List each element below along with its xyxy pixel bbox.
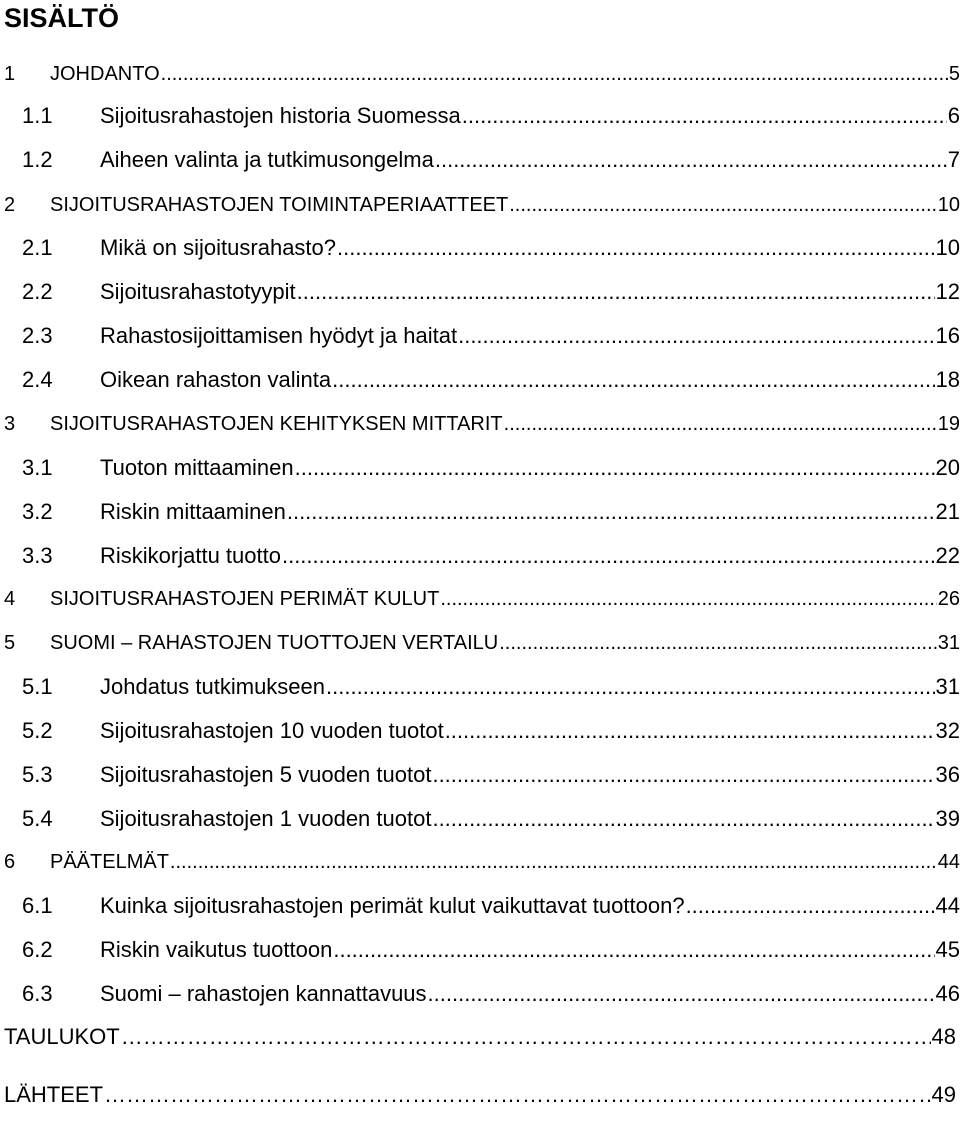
- toc-entry-number: 3.3: [22, 543, 53, 568]
- toc-entry-label: SUOMI – RAHASTOJEN TUOTTOJEN VERTAILU: [50, 632, 499, 654]
- toc-entry-page-number: 49: [931, 1082, 956, 1107]
- toc-title: SISÄLTÖ: [4, 3, 120, 33]
- toc-entry-label: Suomi – rahastojen kannattavuus: [100, 981, 427, 1006]
- toc-entry-number: 5.3: [22, 762, 53, 787]
- toc-entry-label: Johdatus tutkimukseen: [100, 674, 326, 699]
- toc-entry-number: 5.1: [22, 674, 53, 699]
- toc-entry[interactable]: [0, 497, 960, 527]
- toc-entry-page-number: 48: [931, 1024, 956, 1049]
- toc-dot-leader: [428, 979, 935, 1009]
- toc-entry-label: PÄÄTELMÄT: [50, 851, 169, 873]
- toc-dot-leader: [104, 1080, 930, 1110]
- toc-entry-number: 3.1: [22, 455, 53, 480]
- toc-entry[interactable]: [4, 1080, 956, 1110]
- toc-entry-page-number: 10: [937, 194, 960, 216]
- toc-dot-leader: [435, 145, 947, 175]
- toc-entry-page-number: 5: [948, 63, 960, 85]
- toc-entry-page-number: 16: [935, 323, 960, 348]
- toc-dot-leader: [287, 497, 935, 527]
- toc-entry-page-number: 7: [947, 147, 960, 172]
- toc-entry[interactable]: [0, 891, 960, 921]
- toc-entry[interactable]: [0, 190, 960, 220]
- toc-dot-leader: [462, 101, 947, 131]
- toc-dot-leader: [432, 804, 934, 834]
- toc-dot-leader: [297, 277, 935, 307]
- toc-entry-page-number: 39: [935, 806, 960, 831]
- toc-entry[interactable]: [0, 760, 960, 790]
- toc-entry[interactable]: [0, 233, 960, 263]
- toc-dot-leader: [445, 716, 935, 746]
- toc-entry-page-number: 6: [947, 103, 960, 128]
- toc-dot-leader: [282, 541, 935, 571]
- toc-entry[interactable]: [0, 804, 960, 834]
- toc-entry-number: 6.2: [22, 937, 53, 962]
- toc-entry[interactable]: [4, 1022, 956, 1052]
- toc-entry-page-number: 26: [937, 588, 960, 610]
- toc-entry-page-number: 31: [935, 674, 960, 699]
- toc-entry-label: Sijoitusrahastotyypit: [100, 279, 296, 304]
- toc-entry-page-number: 44: [937, 851, 960, 873]
- toc-entry[interactable]: [0, 59, 960, 89]
- toc-entry-label: Riskikorjattu tuotto: [100, 543, 281, 568]
- toc-entry-label: Riskin mittaaminen: [100, 499, 286, 524]
- toc-entry-number: 1.1: [22, 103, 53, 128]
- toc-entry-page-number: 31: [937, 632, 960, 654]
- toc-entry-label: SIJOITUSRAHASTOJEN PERIMÄT KULUT: [50, 588, 440, 610]
- toc-entry-page-number: 46: [935, 981, 960, 1006]
- toc-entry[interactable]: [0, 409, 960, 439]
- toc-entry-label: Kuinka sijoitusrahastojen perimät kulut vaikuttavat tuottoon?: [100, 893, 685, 918]
- toc-dot-leader: [504, 409, 937, 439]
- toc-entry-number: 5.2: [22, 718, 53, 743]
- toc-entry-page-number: 32: [935, 718, 960, 743]
- toc-entry[interactable]: [0, 847, 960, 877]
- toc-entry-number: 3.2: [22, 499, 53, 524]
- toc-entry-page-number: 20: [935, 455, 960, 480]
- toc-entry-label: TAULUKOT: [4, 1024, 120, 1049]
- toc-entry-label: SIJOITUSRAHASTOJEN TOIMINTAPERIAATTEET: [50, 194, 509, 216]
- toc-entry[interactable]: [0, 277, 960, 307]
- toc-entry[interactable]: [0, 541, 960, 571]
- toc-entry[interactable]: [0, 365, 960, 395]
- toc-entry-label: Sijoitusrahastojen historia Suomessa: [100, 103, 461, 128]
- toc-entry-number: 2.2: [22, 279, 53, 304]
- toc-entry-page-number: 36: [935, 762, 960, 787]
- toc-entry-number: 6.3: [22, 981, 53, 1006]
- toc-dot-leader: [161, 59, 948, 89]
- toc-entry-number: 5: [4, 632, 16, 654]
- toc-dot-leader: [686, 891, 935, 921]
- toc-dot-leader: [170, 847, 937, 877]
- toc-entry-number: 3: [4, 413, 16, 435]
- toc-dot-leader: [332, 365, 934, 395]
- toc-entry-number: 5.4: [22, 806, 53, 831]
- toc-dot-leader: [432, 760, 934, 790]
- toc-entry-label: SIJOITUSRAHASTOJEN KEHITYKSEN MITTARIT: [50, 413, 503, 435]
- toc-entry-number: 4: [4, 588, 16, 610]
- toc-entry-label: Tuoton mittaaminen: [100, 455, 294, 480]
- toc-entry-page-number: 12: [935, 279, 960, 304]
- toc-entry-number: 2.1: [22, 235, 53, 260]
- toc-entry[interactable]: [0, 716, 960, 746]
- toc-entry-label: Sijoitusrahastojen 1 vuoden tuotot: [100, 806, 432, 831]
- toc-dot-leader: [458, 321, 934, 351]
- toc-entry-number: 2.4: [22, 367, 53, 392]
- toc-entry[interactable]: [0, 935, 960, 965]
- toc-entry[interactable]: [0, 145, 960, 175]
- toc-entry-label: Mikä on sijoitusrahasto?: [100, 235, 337, 260]
- toc-entry-label: Sijoitusrahastojen 5 vuoden tuotot: [100, 762, 432, 787]
- toc-entry[interactable]: [0, 453, 960, 483]
- toc-entry-page-number: 45: [935, 937, 960, 962]
- toc-dot-leader: [333, 935, 934, 965]
- toc-entry-label: Rahastosijoittamisen hyödyt ja haitat: [100, 323, 458, 348]
- toc-dot-leader: [509, 190, 937, 220]
- toc-entry-label: Sijoitusrahastojen 10 vuoden tuotot: [100, 718, 444, 743]
- toc-entry-number: 6.1: [22, 893, 53, 918]
- toc-entry-label: JOHDANTO: [50, 63, 160, 85]
- toc-entry-label: LÄHTEET: [4, 1082, 104, 1107]
- toc-entry[interactable]: [0, 628, 960, 658]
- toc-entry[interactable]: [0, 584, 960, 614]
- toc-entry[interactable]: [0, 321, 960, 351]
- toc-entry-number: 1.2: [22, 147, 53, 172]
- toc-dot-leader: [326, 672, 934, 702]
- toc-entry-page-number: 44: [935, 893, 960, 918]
- toc-entry[interactable]: [0, 979, 960, 1009]
- toc-entry-label: Oikean rahaston valinta: [100, 367, 332, 392]
- toc-entry[interactable]: [0, 672, 960, 702]
- toc-entry-number: 2.3: [22, 323, 53, 348]
- toc-entry-number: 6: [4, 851, 16, 873]
- toc-dot-leader: [337, 233, 935, 263]
- toc-entry-label: Riskin vaikutus tuottoon: [100, 937, 333, 962]
- toc-entry-number: 2: [4, 194, 16, 216]
- toc-entry-page-number: 19: [937, 413, 960, 435]
- toc-entry-number: 1: [4, 63, 16, 85]
- toc-dot-leader: [295, 453, 935, 483]
- toc-entry-page-number: 22: [935, 543, 960, 568]
- toc-entry-page-number: 10: [935, 235, 960, 260]
- toc-dot-leader: [499, 628, 937, 658]
- toc-dot-leader: [440, 584, 936, 614]
- toc-entry-page-number: 21: [935, 499, 960, 524]
- toc-dot-leader: [121, 1022, 931, 1052]
- toc-entry[interactable]: [0, 101, 960, 131]
- toc-entry-page-number: 18: [935, 367, 960, 392]
- toc-entry-label: Aiheen valinta ja tutkimusongelma: [100, 147, 434, 172]
